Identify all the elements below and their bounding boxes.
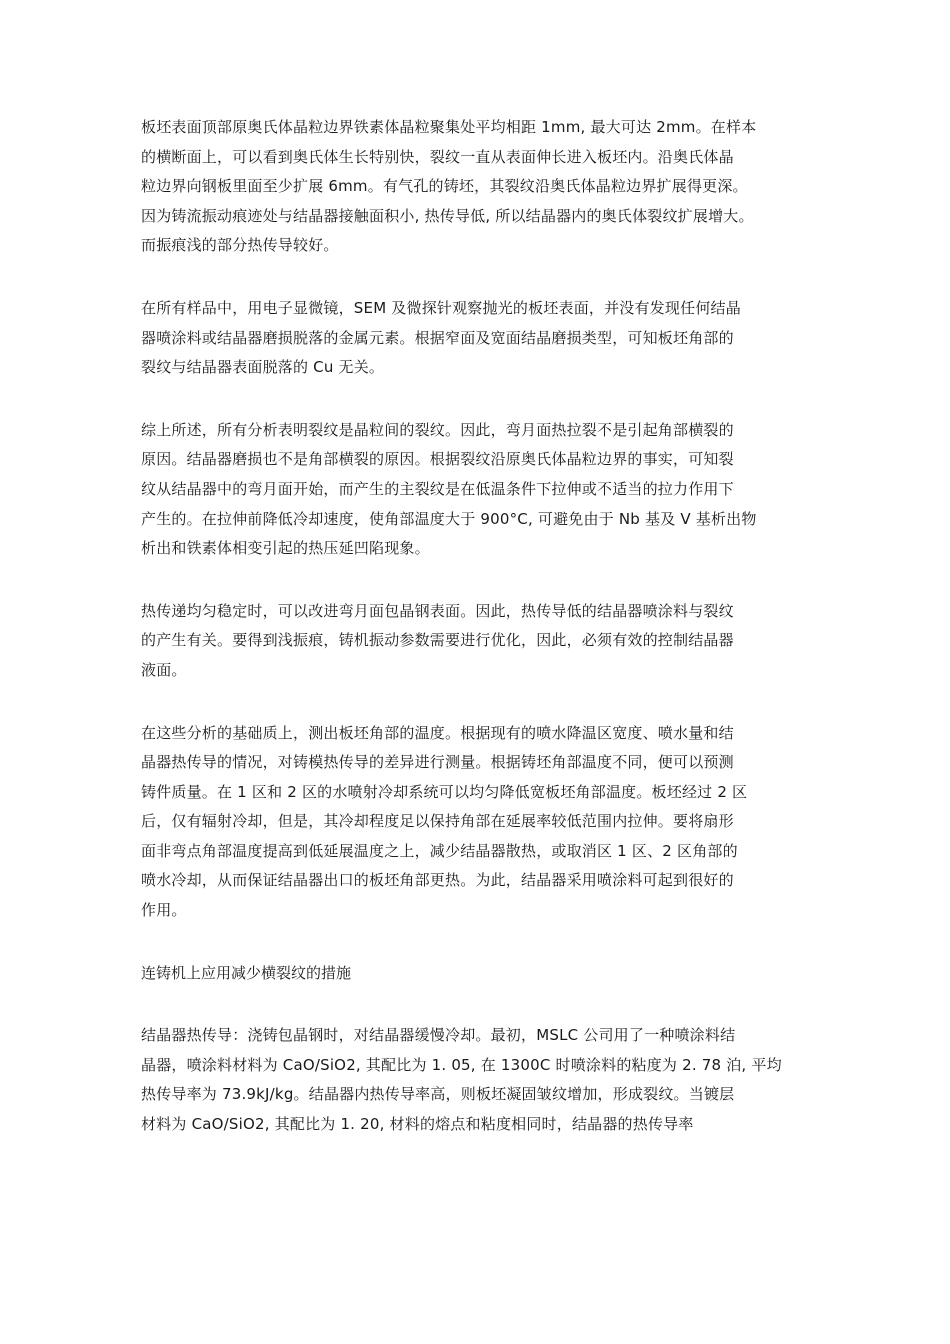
text-line: 热传导率为 73.9kJ/kg。结晶器内热传导率高，则板坯凝固皱纹增加，形成裂纹。当镀层 [141,1085,735,1104]
text-line: 因为铸流振动痕迹处与结晶器接触面积小, 热传导低, 所以结晶器内的奥氏体裂纹扩展增大。 [141,206,754,225]
text-line: 材料为 CaO/SiO2, 其配比为 1. 20, 材料的熔点和粘度相同时，结晶器的热传导率 [141,1115,694,1134]
text-line: 作用。 [141,901,187,920]
text-line: 在所有样品中，用电子显微镜，SEM 及微探针观察抛光的板坯表面，并没有发现任何结晶 [141,298,741,317]
paragraph-5 [141,719,831,926]
text-line: 喷水冷却，从而保证结晶器出口的板坯角部更热。为此，结晶器采用喷涂料可起到很好的 [141,871,734,890]
text-line: 析出和铁素体相变引起的热压延凹陷现象。 [141,539,430,558]
paragraph-4 [141,597,831,686]
section-heading [141,959,831,989]
text-line: 面非弯点角部温度提高到低延展温度之上，减少结晶器散热，或取消区 1 区、2 区角部的 [141,841,738,860]
text-line: 晶器热传导的情况，对铸模热传导的差异进行测量。根据铸坯角部温度不同，便可以预测 [141,753,734,772]
text-line: 原因。结晶器磨损也不是角部横裂的原因。根据裂纹沿原奥氏体晶粒边界的事实，可知裂 [141,450,734,469]
text-line: 粒边界向钢板里面至少扩展 6mm。有气孔的铸坯，其裂纹沿奥氏体晶粒边界扩展得更深。 [141,177,748,196]
paragraph-1 [141,113,831,261]
text-line: 纹从结晶器中的弯月面开始，而产生的主裂纹是在低温条件下拉伸或不适当的拉力作用下 [141,479,734,498]
text-line: 而振痕浅的部分热传导较好。 [141,236,339,255]
text-line: 的横断面上，可以看到奥氏体生长特别快，裂纹一直从表面伸长进入板坯内。沿奥氏体晶 [141,147,734,166]
text-line: 晶器，喷涂料材料为 CaO/SiO2, 其配比为 1. 05, 在 1300C 时喷涂料的粘度为 2. 78 泊, 平均 [141,1055,782,1074]
heading-text: 连铸机上应用减少横裂纹的措施 [141,963,352,982]
text-line: 后，仅有辐射冷却，但是，其冷却程度足以保持角部在延展率较低范围内拉伸。要将扇形 [141,812,734,831]
text-line: 热传递均匀稳定时，可以改进弯月面包晶钢表面。因此，热传导低的结晶器喷涂料与裂纹 [141,601,734,620]
paragraph-3 [141,416,831,564]
text-line: 综上所述，所有分析表明裂纹是晶粒间的裂纹。因此，弯月面热拉裂不是引起角部横裂的 [141,420,734,439]
document-body [141,113,831,1173]
paragraph-6 [141,1021,831,1139]
text-line: 产生的。在拉伸前降低冷却速度，使角部温度大于 900°C, 可避免由于 Nb 基及 V 基析出物 [141,509,757,528]
text-line: 裂纹与结晶器表面脱落的 Cu 无关。 [141,358,385,377]
text-line: 液面。 [141,660,187,679]
text-line: 铸件质量。在 1 区和 2 区的水喷射冷却系统可以均匀降低宽板坯角部温度。板坯经过 2 区 [141,782,748,801]
text-line: 的产生有关。要得到浅振痕，铸机振动参数需要进行优化，因此，必须有效的控制结晶器 [141,631,734,650]
text-line: 板坯表面顶部原奥氏体晶粒边界铁素体晶粒聚集处平均相距 1mm, 最大可达 2mm。在样本 [141,118,757,136]
text-line: 器喷涂料或结晶器磨损脱落的金属元素。根据窄面及宽面结晶磨损类型，可知板坯角部的 [141,328,734,347]
text-line: 在这些分析的基础质上，测出板坯角部的温度。根据现有的喷水降温区宽度、喷水量和结 [141,723,734,742]
text-line: 结晶器热传导：浇铸包晶钢时，对结晶器缓慢冷却。最初，MSLC 公司用了一种喷涂料结 [141,1026,736,1045]
paragraph-2 [141,294,831,383]
